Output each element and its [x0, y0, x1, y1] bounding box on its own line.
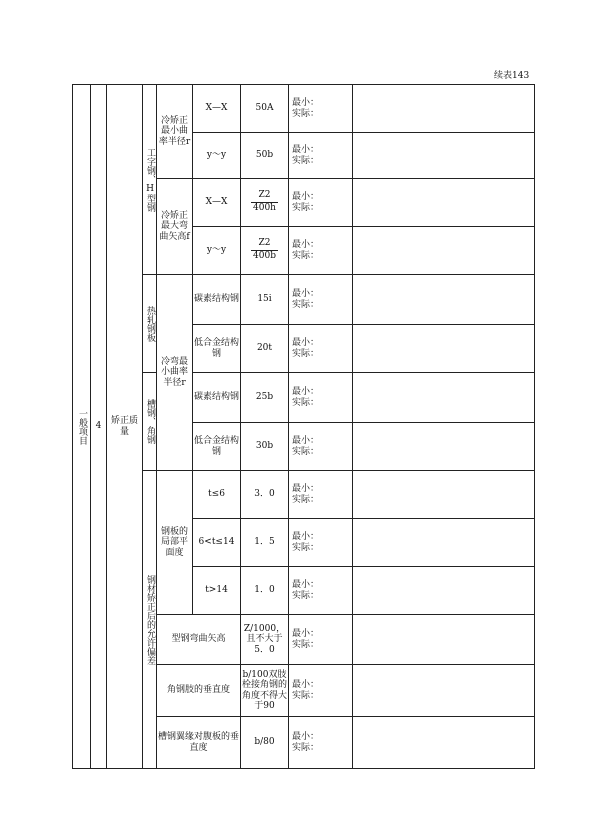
steel-cell: 低合金结构钢	[193, 423, 241, 471]
value-cell: Z/1000，且不大于5．0	[241, 615, 289, 665]
min-actual-cell: 最小： 实际：	[289, 373, 353, 423]
value-cell: 50b	[241, 133, 289, 179]
blank-cell	[353, 717, 535, 769]
table-row	[73, 275, 535, 325]
angle-label: 角钢肢的垂直度	[157, 665, 241, 717]
blank-cell	[353, 665, 535, 717]
min-actual-cell: 最小： 实际：	[289, 567, 353, 615]
group-deviation: 钢材矫正后的允许偏差	[143, 471, 157, 769]
min-actual-cell: 最小： 实际：	[289, 227, 353, 275]
axis-cell: X—X	[193, 85, 241, 133]
axis-cell: X—X	[193, 179, 241, 227]
value-cell: b/80	[241, 717, 289, 769]
value-cell: 1．0	[241, 567, 289, 615]
blank-cell	[353, 615, 535, 665]
continuation-label: 续表143	[494, 71, 530, 81]
value-cell: 1．5	[241, 519, 289, 567]
table-row	[73, 373, 535, 423]
min-actual-cell: 最小： 实际：	[289, 179, 353, 227]
blank-cell	[353, 471, 535, 519]
min-actual-cell: 最小： 实际：	[289, 275, 353, 325]
blank-cell	[353, 227, 535, 275]
min-actual-cell: 最小： 实际：	[289, 423, 353, 471]
table-row	[73, 471, 535, 519]
group-channel: 槽钢、角钢	[143, 373, 157, 471]
blank-cell	[353, 133, 535, 179]
min-actual-cell: 最小： 实际：	[289, 471, 353, 519]
sub-cold-max-camber: 冷矫正最大弯曲矢高f	[157, 179, 193, 275]
group-plate: 热轧钢板	[143, 275, 157, 373]
min-actual-cell: 最小： 实际：	[289, 85, 353, 133]
value-cell: $\frac{Z2}{400h}$	[241, 179, 289, 227]
category-cell: 一般项目	[73, 85, 91, 769]
thickness-cell: 6<t≤14	[193, 519, 241, 567]
axis-cell: y～y	[193, 133, 241, 179]
thickness-cell: t≤6	[193, 471, 241, 519]
min-actual-cell: 最小： 实际：	[289, 133, 353, 179]
blank-cell	[353, 423, 535, 471]
value-cell: 50A	[241, 85, 289, 133]
blank-cell	[353, 179, 535, 227]
steel-cell: 碳素结构钢	[193, 373, 241, 423]
flange-label: 槽钢翼缘对腹板的垂直度	[157, 717, 241, 769]
value-cell: 20t	[241, 325, 289, 373]
min-actual-cell: 最小： 实际：	[289, 717, 353, 769]
sub-cold-bend: 冷弯最小曲率半径r	[157, 275, 193, 471]
item-name-cell: 矫正质量	[107, 85, 143, 769]
axis-cell: y～y	[193, 227, 241, 275]
value-cell: $\frac{Z2}{400b}$	[241, 227, 289, 275]
steel-cell: 低合金结构钢	[193, 325, 241, 373]
table-row	[73, 85, 535, 133]
blank-cell	[353, 325, 535, 373]
blank-cell	[353, 373, 535, 423]
blank-cell	[353, 519, 535, 567]
bow-label: 型钢弯曲矢高	[157, 615, 241, 665]
blank-cell	[353, 85, 535, 133]
sub-cold-min-radius: 冷矫正最小曲率半径r	[157, 85, 193, 179]
min-actual-cell: 最小： 实际：	[289, 615, 353, 665]
min-actual-cell: 最小： 实际：	[289, 519, 353, 567]
sub-local-flatness: 钢板的局部平面度	[157, 471, 193, 615]
blank-cell	[353, 275, 535, 325]
value-cell: 30b	[241, 423, 289, 471]
blank-cell	[353, 567, 535, 615]
thickness-cell: t>14	[193, 567, 241, 615]
min-actual-cell: 最小： 实际：	[289, 665, 353, 717]
value-cell: 25b	[241, 373, 289, 423]
item-no-cell: 4	[91, 85, 107, 769]
min-actual-cell: 最小： 实际：	[289, 325, 353, 373]
value-cell: 3．0	[241, 471, 289, 519]
inspection-table	[72, 84, 535, 769]
value-cell: b/100双肢栓接角钢的角度不得大于90	[241, 665, 289, 717]
steel-cell: 碳素结构钢	[193, 275, 241, 325]
group-i-beam: 工字钢、H型钢	[143, 85, 157, 275]
value-cell: 15i	[241, 275, 289, 325]
